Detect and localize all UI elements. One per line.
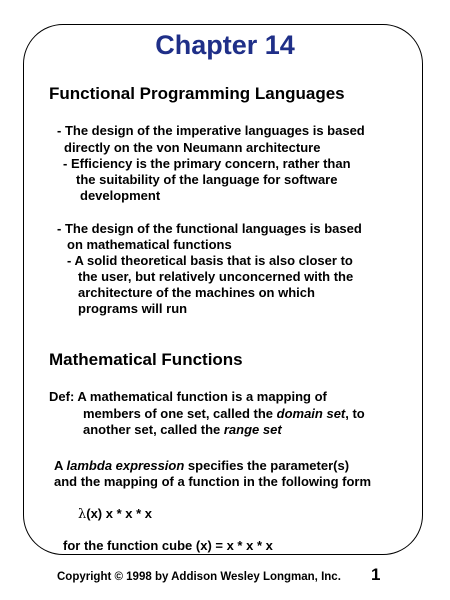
range-set-term: range set xyxy=(223,422,282,437)
body-line: architecture of the machines on which xyxy=(78,285,315,300)
definition-line: members of one set, called the domain set, to xyxy=(83,406,365,421)
lambda-example: λ(x) x * x * x xyxy=(78,506,153,522)
slide-title: Chapter 14 xyxy=(155,30,295,60)
lambda-line: A lambda expression specifies the parameter(s) xyxy=(54,458,350,473)
body-line: - A solid theoretical basis that is also closer to xyxy=(67,253,353,268)
copyright-footer: Copyright © 1998 by Addison Wesley Longman, Inc. xyxy=(57,571,341,583)
lambda-symbol: λ xyxy=(78,507,87,522)
section-heading-functional: Functional Programming Languages xyxy=(49,84,345,103)
body-line: - The design of the functional languages is based xyxy=(57,221,362,236)
body-line: the user, but relatively unconcerned with the xyxy=(78,269,354,284)
body-line: - The design of the imperative languages is based xyxy=(57,123,365,138)
section-heading-math-functions: Mathematical Functions xyxy=(49,350,243,369)
lambda-line: and the mapping of a function in the following form xyxy=(54,474,372,489)
page-number: 1 xyxy=(371,565,381,584)
body-line: development xyxy=(80,188,161,203)
body-line: directly on the von Neumann architecture xyxy=(64,140,321,155)
cube-example: for the function cube (x) = x * x * x xyxy=(63,538,273,553)
domain-set-term: domain set xyxy=(276,406,346,421)
body-line: - Efficiency is the primary concern, rather than xyxy=(63,156,351,171)
body-line: on mathematical functions xyxy=(67,237,232,252)
definition-line: Def: A mathematical function is a mapping of xyxy=(49,389,327,404)
definition-line: another set, called the range set xyxy=(83,422,282,437)
body-line: programs will run xyxy=(78,301,188,316)
lambda-expression-term: lambda expression xyxy=(66,458,185,473)
body-line: the suitability of the language for software xyxy=(76,172,338,187)
